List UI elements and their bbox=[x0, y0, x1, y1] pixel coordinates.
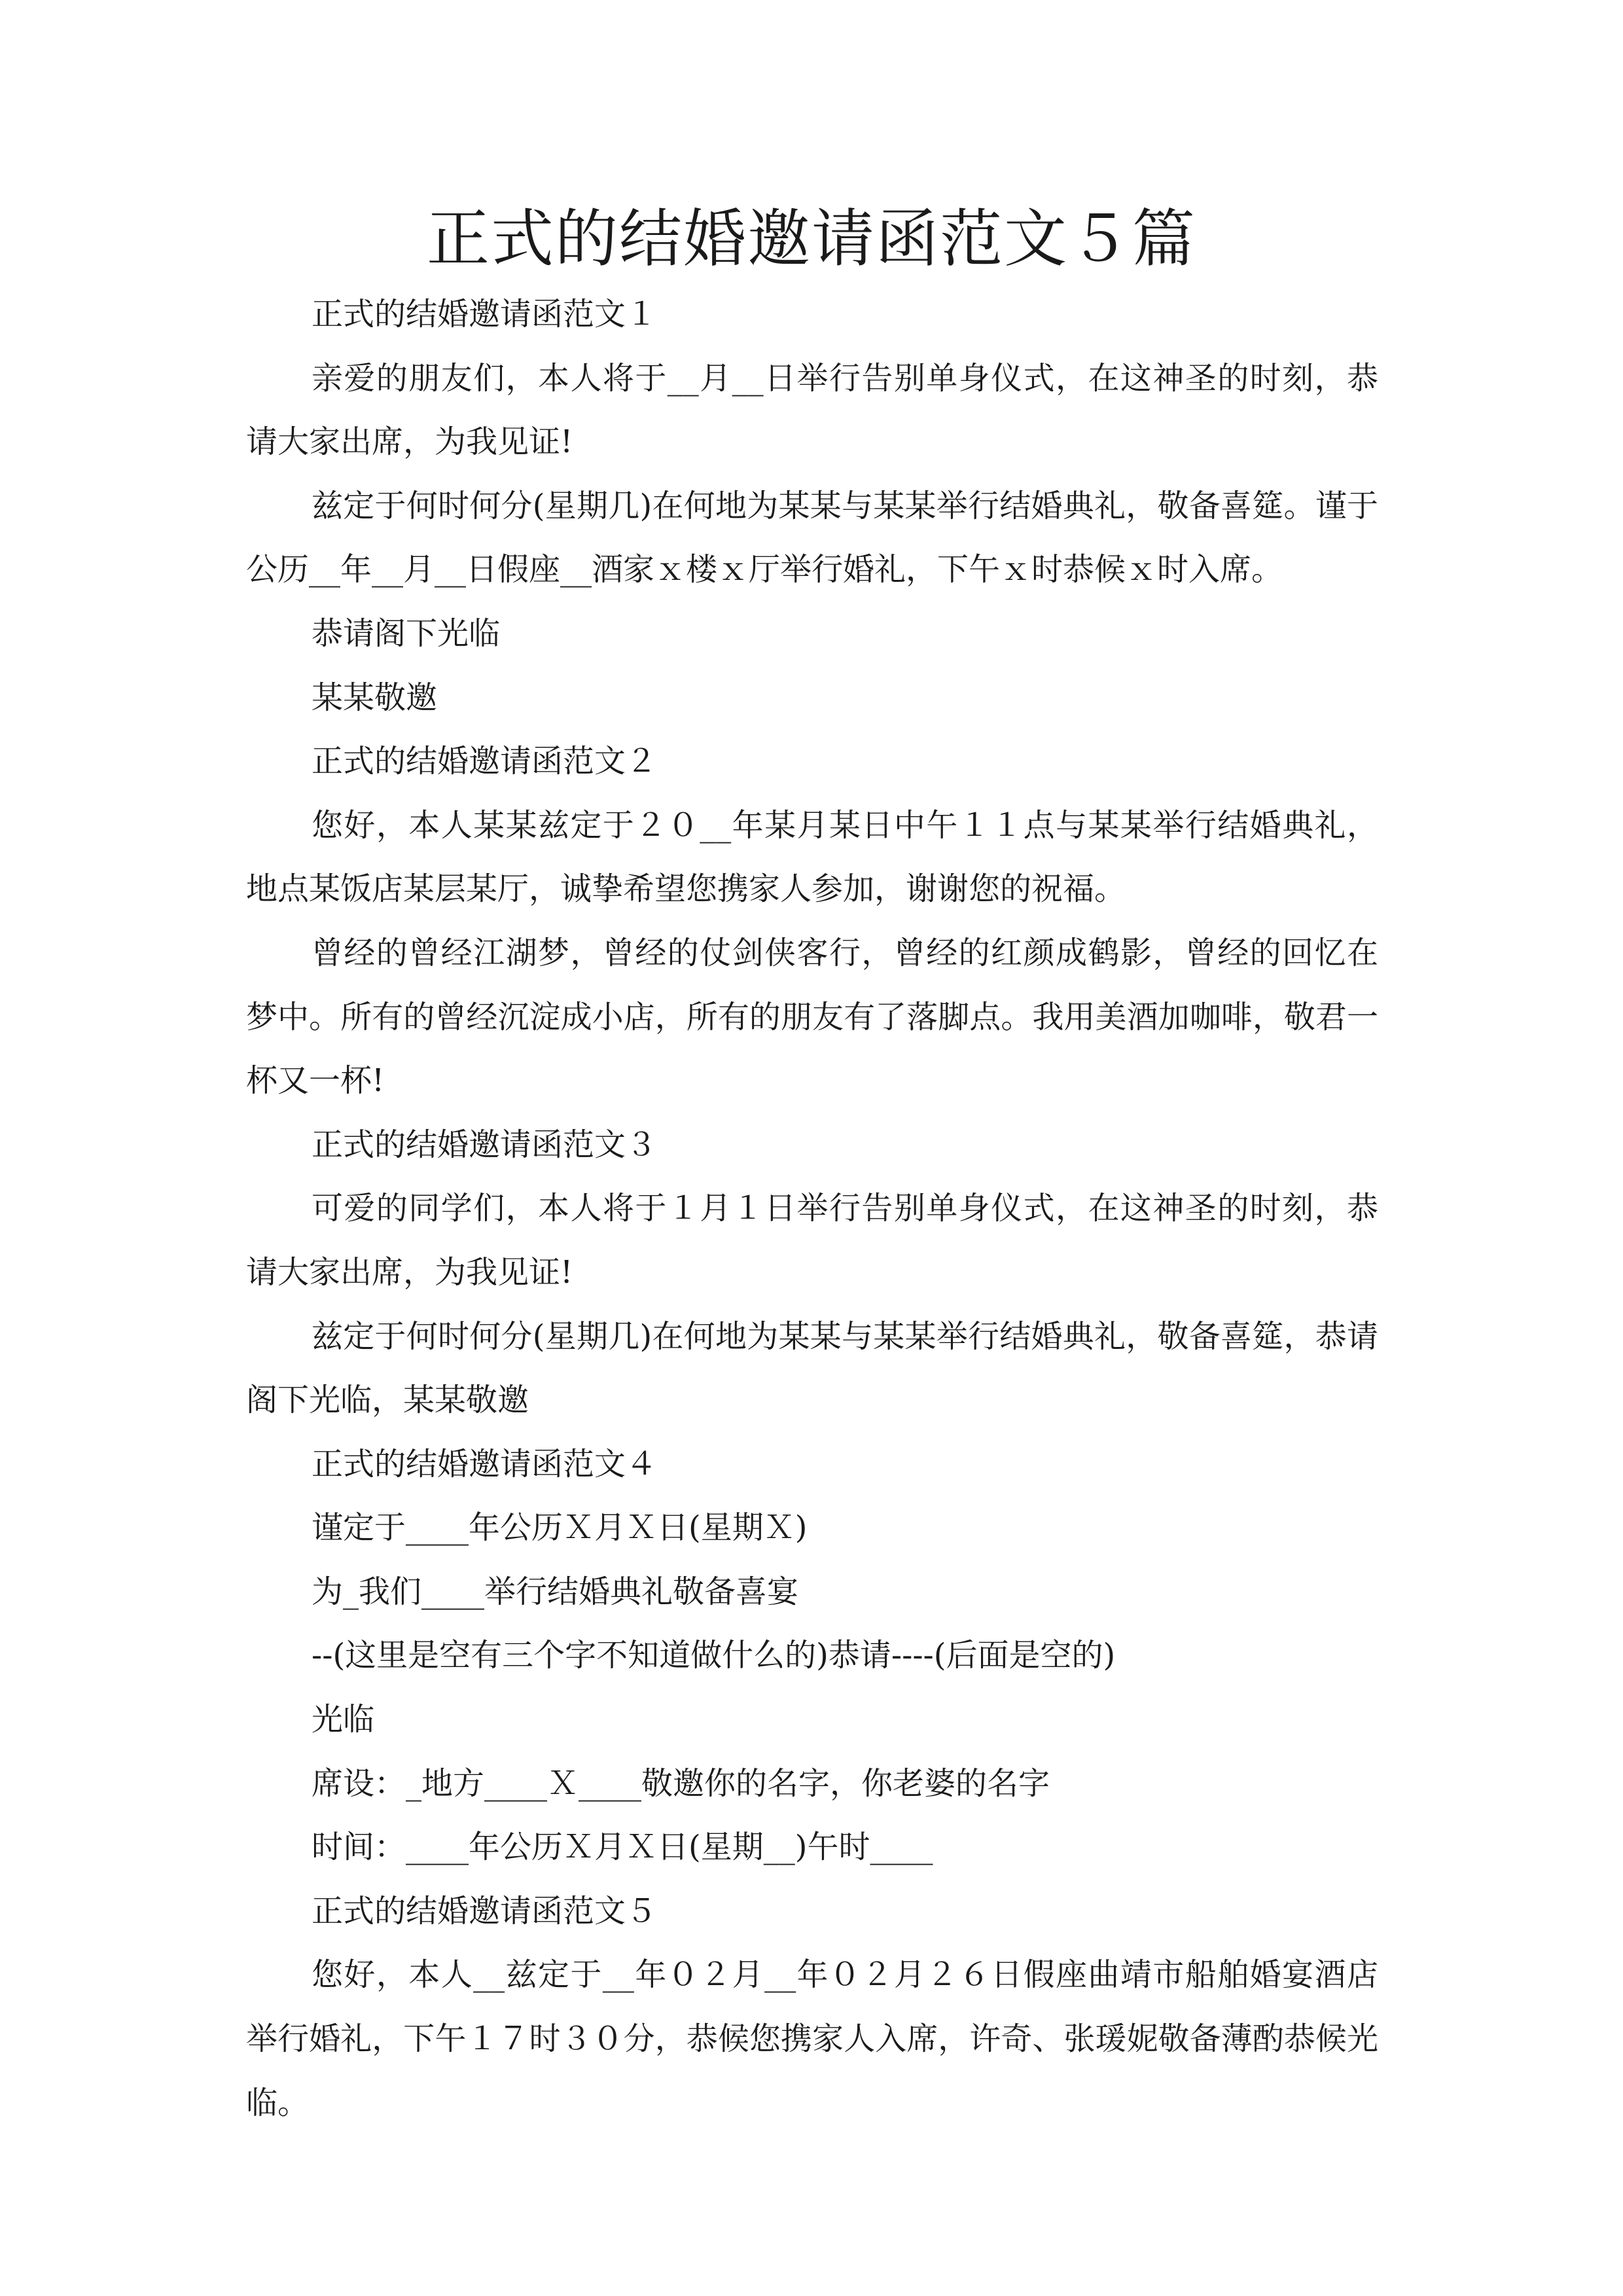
section-heading-2: 正式的结婚邀请函范文２ bbox=[312, 743, 658, 780]
paragraph: 恭请阁下光临 bbox=[312, 615, 501, 652]
section-heading-1: 正式的结婚邀请函范文１ bbox=[312, 296, 658, 332]
paragraph: 兹定于何时何分(星期几)在何地为某某与某某举行结婚典礼，敬备喜筵。谨于公历__年__月__日假座__酒家ｘ楼ｘ厅举行婚礼，下午ｘ时恭候ｘ时入席。 bbox=[246, 487, 1378, 588]
paragraph: 谨定于____年公历Ｘ月Ｘ日(星期Ｘ) bbox=[312, 1509, 808, 1547]
paragraph: 时间：____年公历Ｘ月Ｘ日(星期__)午时____ bbox=[312, 1829, 933, 1866]
section-heading-5: 正式的结婚邀请函范文５ bbox=[312, 1892, 658, 1929]
paragraph: 某某敬邀 bbox=[312, 679, 438, 716]
document-body bbox=[246, 283, 1378, 2135]
section-heading-4: 正式的结婚邀请函范文４ bbox=[312, 1445, 658, 1482]
paragraph: 可爱的同学们，本人将于１月１日举行告别单身仪式，在这神圣的时刻，恭请大家出席，为我见证! bbox=[246, 1190, 1378, 1291]
paragraph: 亲爱的朋友们，本人将于__月__日举行告别单身仪式，在这神圣的时刻，恭请大家出席，为我见证! bbox=[246, 359, 1378, 461]
document-title: 正式的结婚邀请函范文５篇 bbox=[427, 202, 1196, 276]
paragraph: --(这里是空有三个字不知道做什么的)恭请----(后面是空的) bbox=[312, 1637, 1116, 1674]
paragraph: 曾经的曾经江湖梦，曾经的仗剑侠客行，曾经的红颜成鹤影，曾经的回忆在梦中。所有的曾经沉淀成小店，所有的朋友有了落脚点。我用美酒加咖啡，敬君一杯又一杯! bbox=[246, 934, 1378, 1100]
paragraph: 您好，本人__兹定于__年０２月__年０２月２６日假座曲靖市船舶婚宴酒店举行婚礼，下午１７时３０分，恭候您携家人入席，许奇、张瑗妮敬备薄酌恭候光临。 bbox=[246, 1956, 1378, 2121]
section-heading-3: 正式的结婚邀请函范文３ bbox=[312, 1126, 658, 1163]
paragraph: 光临 bbox=[312, 1701, 375, 1738]
paragraph: 您好，本人某某兹定于２０__年某月某日中午１１点与某某举行结婚典礼，地点某饭店某层某厅，诚挚希望您携家人参加，谢谢您的祝福。 bbox=[246, 806, 1378, 908]
paragraph: 兹定于何时何分(星期几)在何地为某某与某某举行结婚典礼，敬备喜筵，恭请阁下光临，某某敬邀 bbox=[246, 1318, 1378, 1419]
paragraph: 为_我们____举行结婚典礼敬备喜宴 bbox=[312, 1573, 799, 1610]
paragraph: 席设：_地方____Ｘ____敬邀你的名字，你老婆的名字 bbox=[312, 1765, 1050, 1802]
